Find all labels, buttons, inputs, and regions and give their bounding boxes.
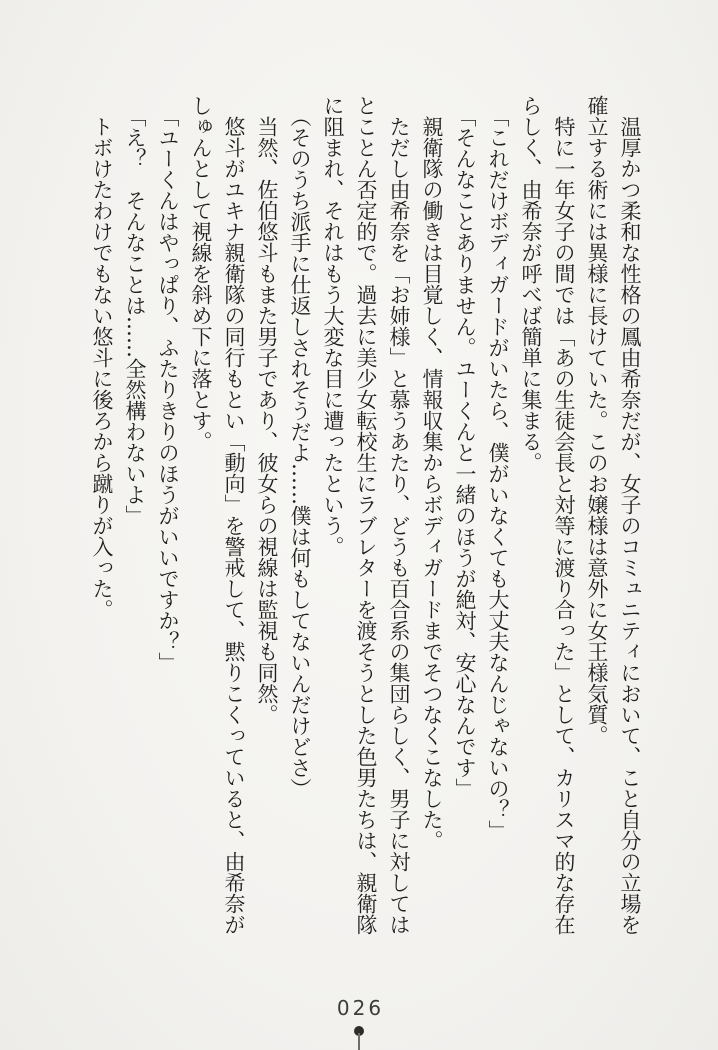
vertical-text-block <box>71 95 646 938</box>
paragraph-12-narrative: トボけたわけでもない悠斗に後ろから蹴りが入った。 <box>90 116 114 620</box>
footer-stem-line <box>358 1033 360 1050</box>
paragraph-7-thought: （そのうち派手に仕返しされそうだよ……僕は何もしてないんだけどさ） <box>288 105 312 799</box>
paragraph-10-dialogue: 「ユーくんはやっぱり、ふたりきりのほうがいいですか？」 <box>156 105 180 673</box>
paragraph-11-dialogue: 「え？ そんなことは……全然構わないよ」 <box>123 105 147 526</box>
paragraph-3-dialogue: 「これだけボディガードがいたら、僕がいなくても大丈夫なんじゃないの？」 <box>486 105 510 841</box>
paragraph-2-narrative: 特に一年女子の間では「あの生徒会長と対等に渡り合った」として、カリスマ的な存在らしく、由希奈が呼べば簡単に集まる。 <box>519 95 576 935</box>
paragraph-9-narrative: 悠斗がユキナ親衛隊の同行もとい「動向」を警戒して、黙りこくっていると、由希奈がしゅんとして視線を斜め下に落とす。 <box>189 95 246 935</box>
paragraph-4-dialogue: 「そんなことありません。ユーくんと一緒のほうが絶対、安心なんです」 <box>453 105 477 799</box>
paragraph-6-narrative: ただし由希奈を「お姉様」と慕うあたり、どうも百合系の集団らしく、男子に対してはとことん否定的で。過去に美少女転校生にラブレターを渡そうとした色男たちは、親衛隊に阻まれ、それはもう大変な目に遭ったという。 <box>321 95 411 935</box>
page-number: 026 <box>336 996 385 1020</box>
paragraph-8-narrative: 当然、佐伯悠斗もまた男子であり、彼女らの視線は監視も同然。 <box>255 116 279 725</box>
paragraph-5-narrative: 親衛隊の働きは目覚しく、情報収集からボディガードまでそつなくこなした。 <box>420 116 444 851</box>
paragraph-1-narrative: 温厚かつ柔和な性格の鳳由希奈だが、女子のコミュニティにおいて、こと自分の立場を確立する術には異様に長けていた。このお嬢様は意外に女王様気質。 <box>585 95 642 935</box>
